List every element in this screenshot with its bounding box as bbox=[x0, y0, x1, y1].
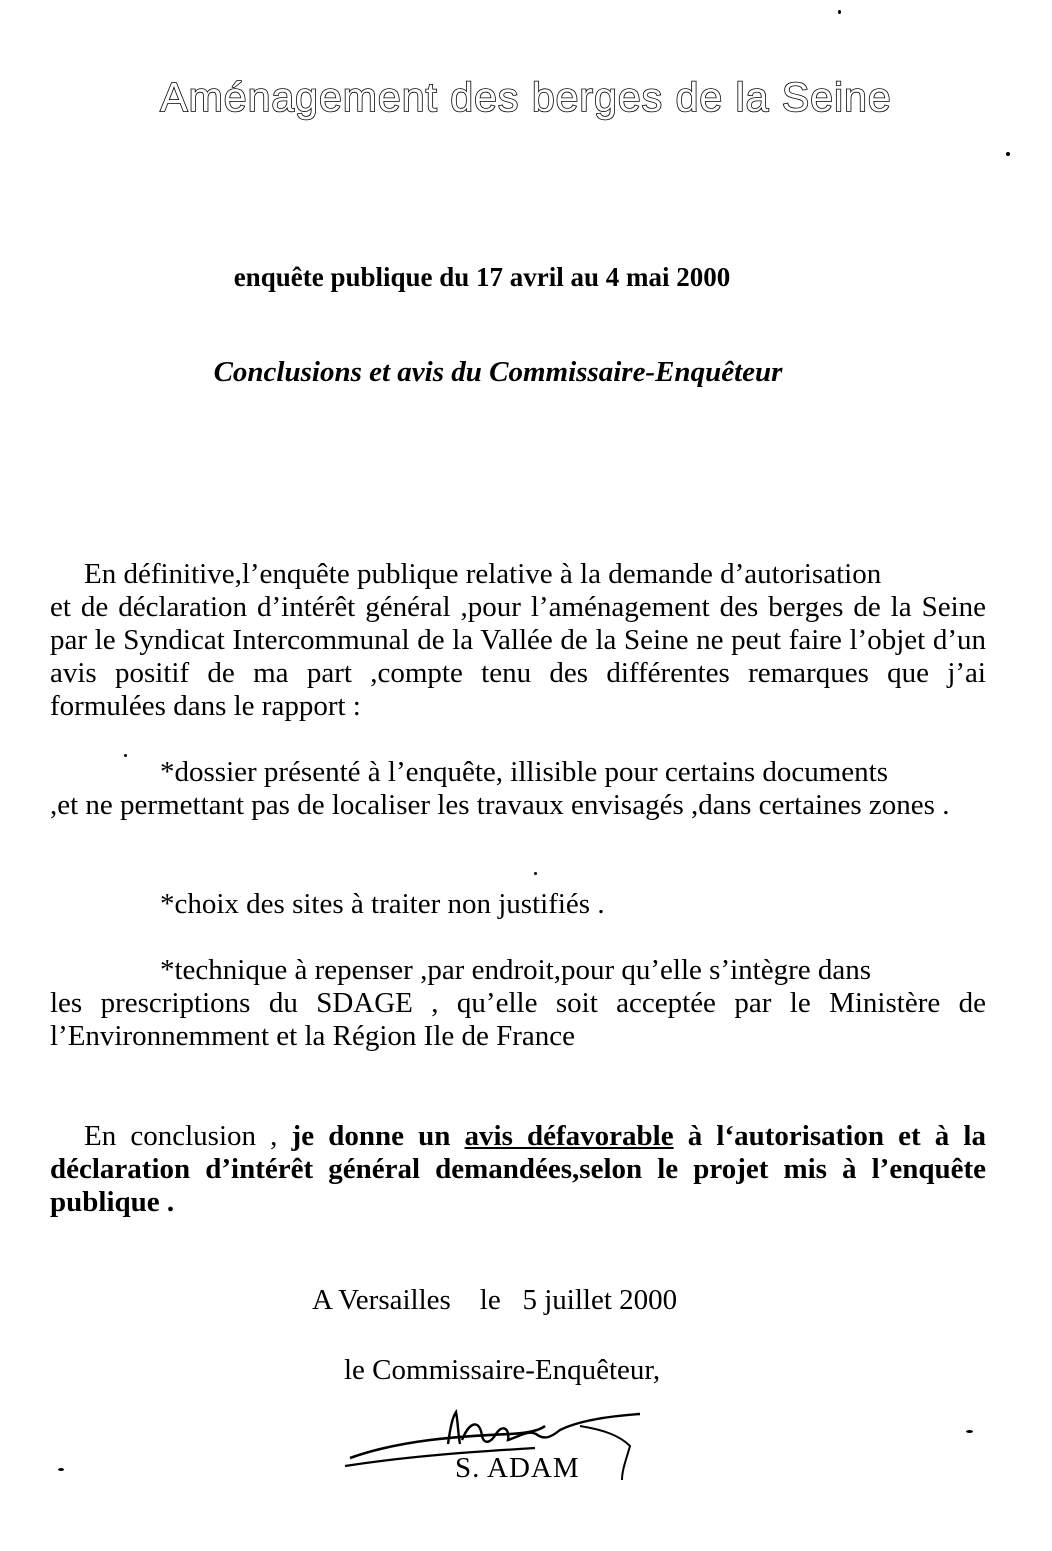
remark-rest: ,et ne permettant pas de localiser les travaux envisagés ,dans certaines zones . bbox=[50, 789, 950, 821]
main-paragraph-line1: En définitive,l’enquête publique relative à la demande d’autorisation bbox=[84, 558, 882, 590]
unfavorable-opinion: avis défavorable bbox=[464, 1120, 674, 1152]
place-and-date: A Versailles le 5 juillet 2000 bbox=[312, 1284, 678, 1316]
signer-role: le Commissaire-Enquêteur, bbox=[344, 1354, 661, 1386]
conclusion-text-bold-end: à l‘autorisation et à la déclaration d’intérêt général demandées,selon le projet mis à l’enquête publique . bbox=[50, 1120, 986, 1218]
conclusion-paragraph bbox=[50, 1120, 986, 1219]
conclusion-lead: En conclusion , bbox=[84, 1120, 292, 1152]
signer-name: S. ADAM bbox=[455, 1452, 580, 1484]
scan-speck bbox=[966, 1430, 973, 1433]
remark-item bbox=[50, 888, 986, 921]
remark-line1: *dossier présenté à l’enquête, illisible pour certains documents bbox=[160, 756, 889, 788]
inquiry-dates: enquête publique du 17 avril au 4 mai 2000 bbox=[233, 262, 731, 292]
conclusions-heading: Conclusions et avis du Commissaire-Enquêteur bbox=[213, 356, 783, 388]
remark-line1: *technique à repenser ,par endroit,pour qu’elle s’intègre dans bbox=[160, 954, 872, 986]
scan-speck bbox=[838, 10, 841, 14]
remark-item bbox=[50, 954, 986, 1053]
remark-rest: les prescriptions du SDAGE , qu’elle soit acceptée par le Ministère de l’Environnemment et la Région Ile de France bbox=[50, 987, 986, 1052]
scan-speck bbox=[1006, 152, 1010, 156]
main-paragraph-rest: et de déclaration d’intérêt général ,pour l’aménagement des berges de la Seine par le Syndicat Intercommunal de la Vallée de la Seine ne peut faire l’objet d’un avis positif de ma part ,compte tenu des différentes remarques que j’ai formulées dans le rapport : bbox=[50, 591, 986, 722]
remark-item bbox=[50, 756, 986, 822]
scan-speck bbox=[58, 1468, 64, 1471]
scan-speck bbox=[534, 872, 537, 875]
main-paragraph bbox=[50, 558, 986, 723]
conclusion-text-bold: je donne un bbox=[291, 1120, 465, 1152]
scan-speck bbox=[124, 754, 127, 757]
document-title: Aménagement des berges de la Seine bbox=[160, 74, 892, 120]
remark-line1: *choix des sites à traiter non justifiés . bbox=[160, 888, 605, 920]
